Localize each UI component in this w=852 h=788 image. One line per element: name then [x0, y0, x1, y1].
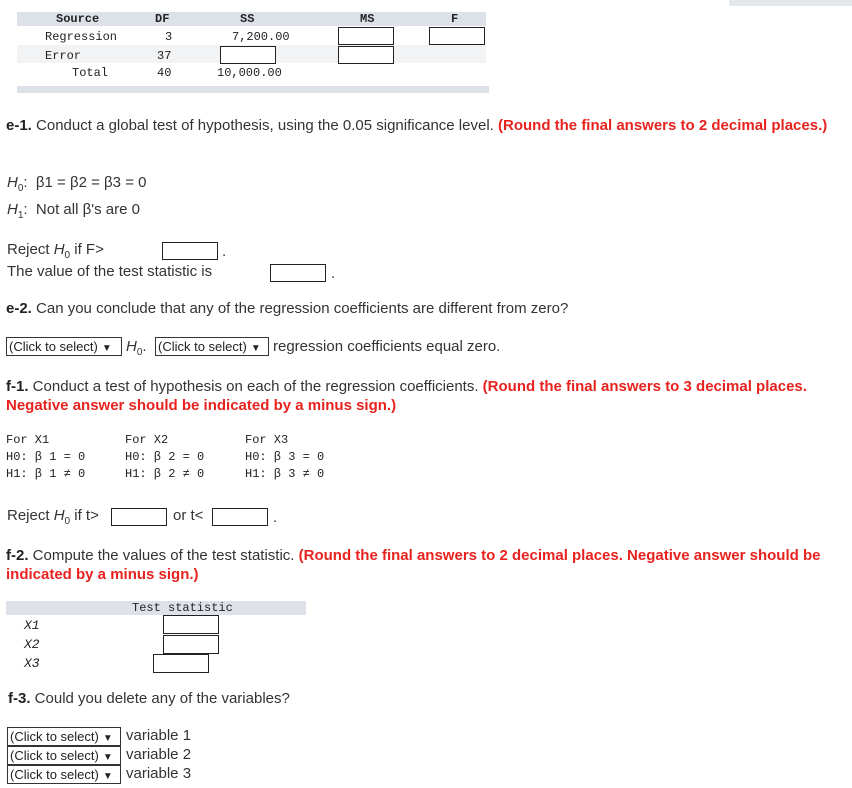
f1-instruction: (Round the final answers to 3 decimal places. Negative answer should be indicated by a minus sign.) [6, 378, 807, 414]
h1-symbol: H [7, 201, 18, 218]
anova-header-df: DF [155, 12, 170, 26]
ms-error-input[interactable] [338, 46, 394, 64]
e1-alt-hypothesis: $H_1$: Not all β's are 0 [7, 201, 140, 221]
f3-variable-3-label: variable 3 [126, 765, 192, 782]
f3-label: f-3. [8, 690, 31, 707]
f1-text: Conduct a test of hypothesis on each of the regression coefficients. [32, 378, 479, 395]
reject-sub: 0 [64, 250, 71, 261]
f2-row-x3: X3 [24, 656, 40, 671]
f1-x1-h1: H1: β 1 ≠ 0 [6, 467, 86, 481]
anova-source-error: Error [45, 49, 82, 63]
e1-stat-text: The value of the test statistic is [7, 263, 213, 280]
f1-x2-h1: H1: β 2 ≠ 0 [125, 467, 205, 481]
f3-variable-2-label: variable 2 [126, 746, 192, 763]
f3-select3-value: (Click to select) [10, 767, 99, 782]
e2-coefficient-select[interactable] [155, 337, 269, 356]
e2-dot: . [142, 338, 147, 355]
h0-symbol: H [7, 174, 18, 191]
f1-col-x2 [125, 432, 204, 483]
test-statistic-header: Test statistic [132, 601, 233, 615]
e1-reject-rule [7, 241, 104, 261]
e2-h0-sub: 0 [136, 347, 143, 358]
e2-text: Can you conclude that any of the regression coefficients are different from zero? [36, 300, 569, 317]
h0-sub: 0 [17, 183, 24, 194]
f1-x3-title: For X3 [245, 433, 289, 447]
anova-df-error: 37 [157, 49, 172, 63]
critical-f-input[interactable] [162, 242, 218, 260]
f1-period: . [273, 509, 278, 526]
chevron-down-icon: ▼ [102, 771, 113, 782]
chevron-down-icon: ▼ [101, 343, 112, 354]
delete-variable-2-select[interactable] [7, 746, 121, 765]
anova-df-regression: 3 [165, 30, 173, 44]
f2-label: f-2. [6, 547, 29, 564]
f1-or-text: or t< [173, 507, 204, 524]
f1-reject-prefix: Reject [7, 507, 54, 524]
f-test-statistic-input[interactable] [270, 264, 326, 282]
e2-label: e-2. [6, 300, 32, 317]
anova-header-source: Source [56, 12, 100, 26]
reject-suffix: if F> [70, 241, 104, 258]
anova-bottom-bar [17, 86, 489, 93]
f2-text: Compute the values of the test statistic. [32, 547, 295, 564]
f1-col-x1 [6, 432, 85, 483]
e1-text: Conduct a global test of hypothesis, using the 0.05 significance level. [36, 117, 494, 134]
e1-period-2: . [331, 265, 336, 282]
f1-reject-rule [7, 507, 99, 527]
h1-sub: 1 [17, 210, 24, 221]
e1-label: e-1. [6, 117, 32, 134]
top-scroll-strip [729, 0, 852, 6]
question-f1 [6, 377, 844, 415]
delete-variable-3-select[interactable] [7, 765, 121, 784]
f3-text: Could you delete any of the variables? [34, 690, 290, 707]
reject-h: H [53, 241, 65, 258]
question-f3 [8, 690, 290, 707]
ms-regression-input[interactable] [338, 27, 394, 45]
question-e2 [6, 300, 568, 317]
ss-error-input[interactable] [220, 46, 276, 64]
f1-x1-title: For X1 [6, 433, 50, 447]
f2-row-x2: X2 [24, 637, 40, 652]
e2-tail-text: regression coefficients equal zero. [273, 338, 501, 355]
anova-header-ms: MS [360, 12, 375, 26]
chevron-down-icon: ▼ [102, 752, 113, 763]
f1-x2-h0: H0: β 2 = 0 [125, 450, 205, 464]
question-f2 [6, 546, 848, 584]
f1-reject-sub: 0 [64, 516, 71, 527]
f1-x1-h0: H0: β 1 = 0 [6, 450, 86, 464]
f3-variable-1-label: variable 1 [126, 727, 192, 744]
h1-text: Not all β's are 0 [35, 201, 140, 218]
h0-equation: β1 = β2 = β3 = 0 [35, 174, 147, 191]
chevron-down-icon: ▼ [250, 343, 261, 354]
f-statistic-input[interactable] [429, 27, 485, 45]
chevron-down-icon: ▼ [102, 733, 113, 744]
e2-select1-value: (Click to select) [9, 339, 98, 354]
anova-header-f: F [451, 12, 459, 26]
f1-label: f-1. [6, 378, 29, 395]
f1-x3-h1: H1: β 3 ≠ 0 [245, 467, 325, 481]
reject-prefix: Reject [7, 241, 54, 258]
f2-row-x1: X1 [24, 618, 40, 633]
f1-x3-h0: H0: β 3 = 0 [245, 450, 325, 464]
e2-h0 [126, 338, 147, 358]
e2-h0-symbol: H [126, 338, 137, 355]
f3-select2-value: (Click to select) [10, 748, 99, 763]
delete-variable-1-select[interactable] [7, 727, 121, 746]
anova-source-regression: Regression [45, 30, 118, 44]
e1-instruction: (Round the final answers to 2 decimal places.) [498, 117, 828, 134]
e1-null-hypothesis: $H_0$: β1 = β2 = β3 = 0 [7, 174, 147, 194]
f1-col-x3 [245, 432, 324, 483]
e2-decision-select[interactable] [6, 337, 122, 356]
f1-x2-title: For X2 [125, 433, 169, 447]
f2-instruction: (Round the final answers to 2 decimal places. Negative answer should be indicated by a minus sign.) [6, 547, 821, 583]
question-e1 [6, 116, 836, 135]
critical-t-lower-input[interactable] [212, 508, 268, 526]
f3-select1-value: (Click to select) [10, 729, 99, 744]
e1-period-1: . [222, 243, 227, 260]
anova-df-total: 40 [157, 66, 172, 80]
t-stat-x3-input[interactable] [153, 654, 209, 673]
t-stat-x2-input[interactable] [163, 635, 219, 654]
critical-t-upper-input[interactable] [111, 508, 167, 526]
e2-select2-value: (Click to select) [158, 339, 247, 354]
anova-source-total: Total [72, 66, 109, 80]
anova-ss-regression: 7,200.00 [232, 30, 290, 44]
anova-ss-total: 10,000.00 [217, 66, 282, 80]
t-stat-x1-input[interactable] [163, 615, 219, 634]
f1-reject-h: H [53, 507, 65, 524]
f1-reject-if: if t> [70, 507, 99, 524]
anova-header-ss: SS [240, 12, 255, 26]
